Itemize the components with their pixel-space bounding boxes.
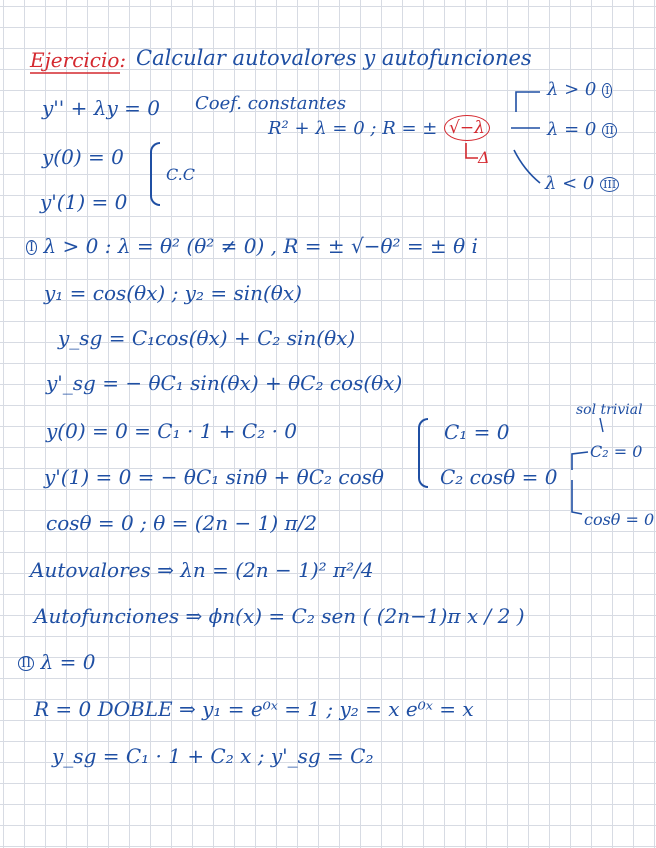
cos-zero: cosθ = 0 (584, 510, 655, 529)
autovalores: Autovalores ⇒ λn = (2n − 1)² π²/4 (30, 558, 374, 582)
case2-double-root: R = 0 DOBLE ⇒ y₁ = e⁰ˣ = 1 ; y₂ = x e⁰ˣ = x (34, 697, 474, 721)
system-c2: C₂ cosθ = 0 (440, 465, 558, 489)
case1-head-text: λ > 0 : λ = θ² (θ² ≠ 0) , R = ± √−θ² = ± θ i (43, 234, 478, 258)
case-num-i: I (602, 83, 612, 98)
case1-ysg: y_sg = C₁cos(θx) + C₂ sin(θx) (58, 326, 356, 350)
ode-equation: y'' + λy = 0 (42, 96, 160, 120)
case1-y1-prime: y'(1) = 0 = − θC₁ sinθ + θC₂ cosθ (44, 465, 384, 489)
case1-y0: y(0) = 0 = C₁ · 1 + C₂ · 0 (46, 419, 298, 443)
case2-ysg: y_sg = C₁ · 1 + C₂ x ; y'_sg = C₂ (52, 744, 374, 768)
case-lambda-positive: λ > 0 I (547, 78, 612, 102)
autofunciones: Autofunciones ⇒ ϕn(x) = C₂ sen ( (2n−1)π x / 2 ) (34, 604, 525, 628)
case2-head-text: λ = 0 (40, 650, 96, 674)
case-num-ii: II (602, 123, 617, 138)
radical-text: √−λ (444, 115, 490, 141)
case-lambda-negative: λ < 0 III (545, 172, 619, 196)
characteristic-equation: R² + λ = 0 ; R = ± (268, 118, 438, 139)
case-lambda-zero: λ = 0 II (547, 118, 617, 142)
case1-num: I (26, 240, 37, 255)
c2-zero: C₂ = 0 (590, 442, 643, 461)
case2-header (18, 650, 96, 674)
exercise-title: Calcular autovalores y autofunciones (136, 46, 532, 70)
boundary-condition-2: y'(1) = 0 (40, 190, 128, 214)
coef-label: Coef. constantes (195, 93, 347, 114)
case2-num: II (18, 656, 34, 671)
bc-label: C.C (166, 165, 195, 184)
case-num-iii: III (600, 177, 619, 192)
system-c1: C₁ = 0 (444, 420, 510, 444)
delta-label: Δ (478, 148, 490, 167)
theta-solution: cosθ = 0 ; θ = (2n − 1) π/2 (46, 511, 318, 535)
boundary-condition-1: y(0) = 0 (42, 145, 124, 169)
sol-trivial-label: sol trivial (576, 402, 643, 418)
case1-y12: y₁ = cos(θx) ; y₂ = sin(θx) (44, 281, 302, 305)
exercise-label: Ejercicio: (30, 48, 127, 72)
case1-ysg-prime: y'_sg = − θC₁ sin(θx) + θC₂ cos(θx) (46, 371, 403, 395)
